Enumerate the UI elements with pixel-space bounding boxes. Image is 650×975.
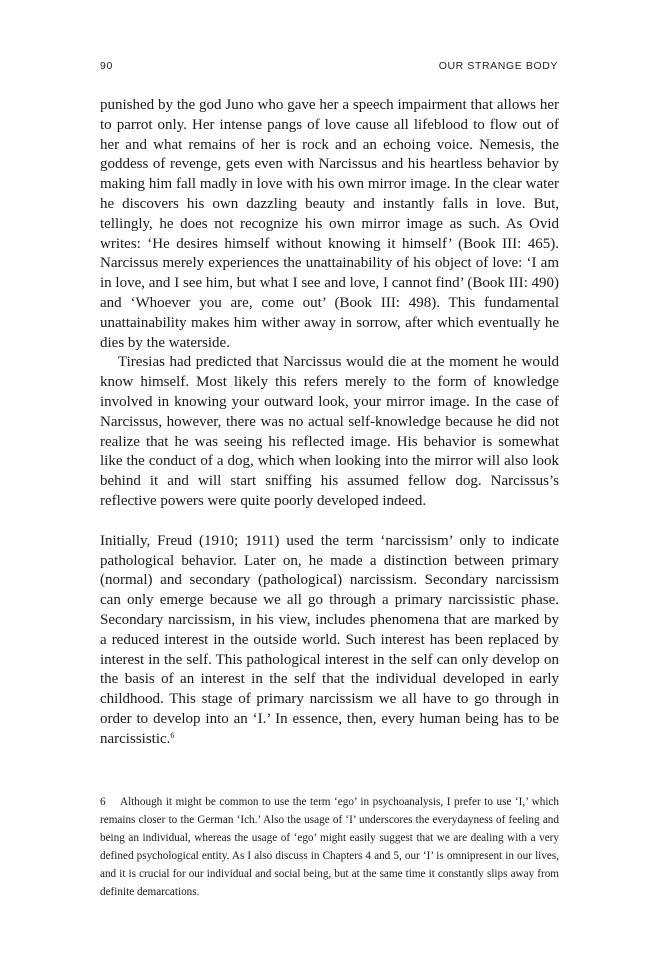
body-text bbox=[100, 96, 559, 750]
footnote bbox=[100, 794, 559, 901]
paragraph: Tiresias had predicted that Narcissus would die at the moment he would know himself. Most likely this refers merely to the form of knowledge involved in knowing your outward look, your mirror image. In the case of Narcissus, however, there was no actual self-knowledge because he did not realize that he was seeing his reflected image. His behavior is somewhat like the conduct of a dog, which when looking into the mirror will also look behind it and will start sniffing his assumed fellow dog. Narcissus’s reflective powers were quite poorly developed indeed. bbox=[100, 354, 559, 509]
page-number: 90 bbox=[100, 60, 113, 72]
running-head bbox=[100, 60, 558, 72]
paragraph bbox=[100, 532, 559, 750]
paragraph: punished by the god Juno who gave her a speech impairment that allows her to parrot only. Her intense pangs of love cause all lifeblood to flow out of her and what remains of her is rock and an echoing voice. Nemesis, the goddess of revenge, gets even with Narcissus and his heartless behavior by making him fall madly in love with his own mirror image. In the clear water he discovers his own dazzling beauty and instantly falls in love. But, tellingly, he does not recognize his own mirror image as such. As Ovid writes: ‘He desires himself without knowing it himself’ (Book III: 465). Narcissus merely experiences the unattainability of his object of love: ‘I am in love, and I see him, but what I see and love, I cannot find’ (Book III: 490) and ‘Whoever you are, come out’ (Book III: 498). This fundamental unattainability makes him wither away in sorrow, after which eventually he dies by the waterside. bbox=[100, 97, 559, 351]
paragraph-text: Initially, Freud (1910; 1911) used the term ‘narcissism’ only to indicate pathological behavior. Later on, he made a distinction between primary (normal) and secondary (pathological) narcissism. Secondary narcissism can only emerge because we all go through a primary narcissistic phase. Secondary narcissism, in his view, includes phenomena that are marked by a reduced interest in the outside world. Such interest has been replaced by interest in the self. This pathological interest in the self can only develop on the basis of an interest in the self that the individual developed in early childhood. This stage of primary narcissism we all have to go through in order to develop into an ‘I.’ In essence, then, every human being has to be narcissistic. bbox=[100, 532, 559, 747]
footnote-text: Although it might be common to use the term ‘ego’ in psychoanalysis, I prefer to use ‘I,’ which remains closer to the German ‘Ich.’ Also the usage of ‘I’ underscores the everydayness of feeling and being an individual, whereas the usage of ‘ego’ might easily suggest that we are dealing with a very defined psychological entity. As I also discuss in Chapters 4 and 5, our ‘I’ is omnipresent in our lives, and it is crucial for our individual and social being, but at the same time it constantly slips away from definite demarcations. bbox=[100, 796, 559, 898]
footnote-reference: 6 bbox=[170, 730, 175, 740]
footnote-number: 6 bbox=[100, 796, 106, 808]
running-title: OUR STRANGE BODY bbox=[438, 60, 558, 72]
